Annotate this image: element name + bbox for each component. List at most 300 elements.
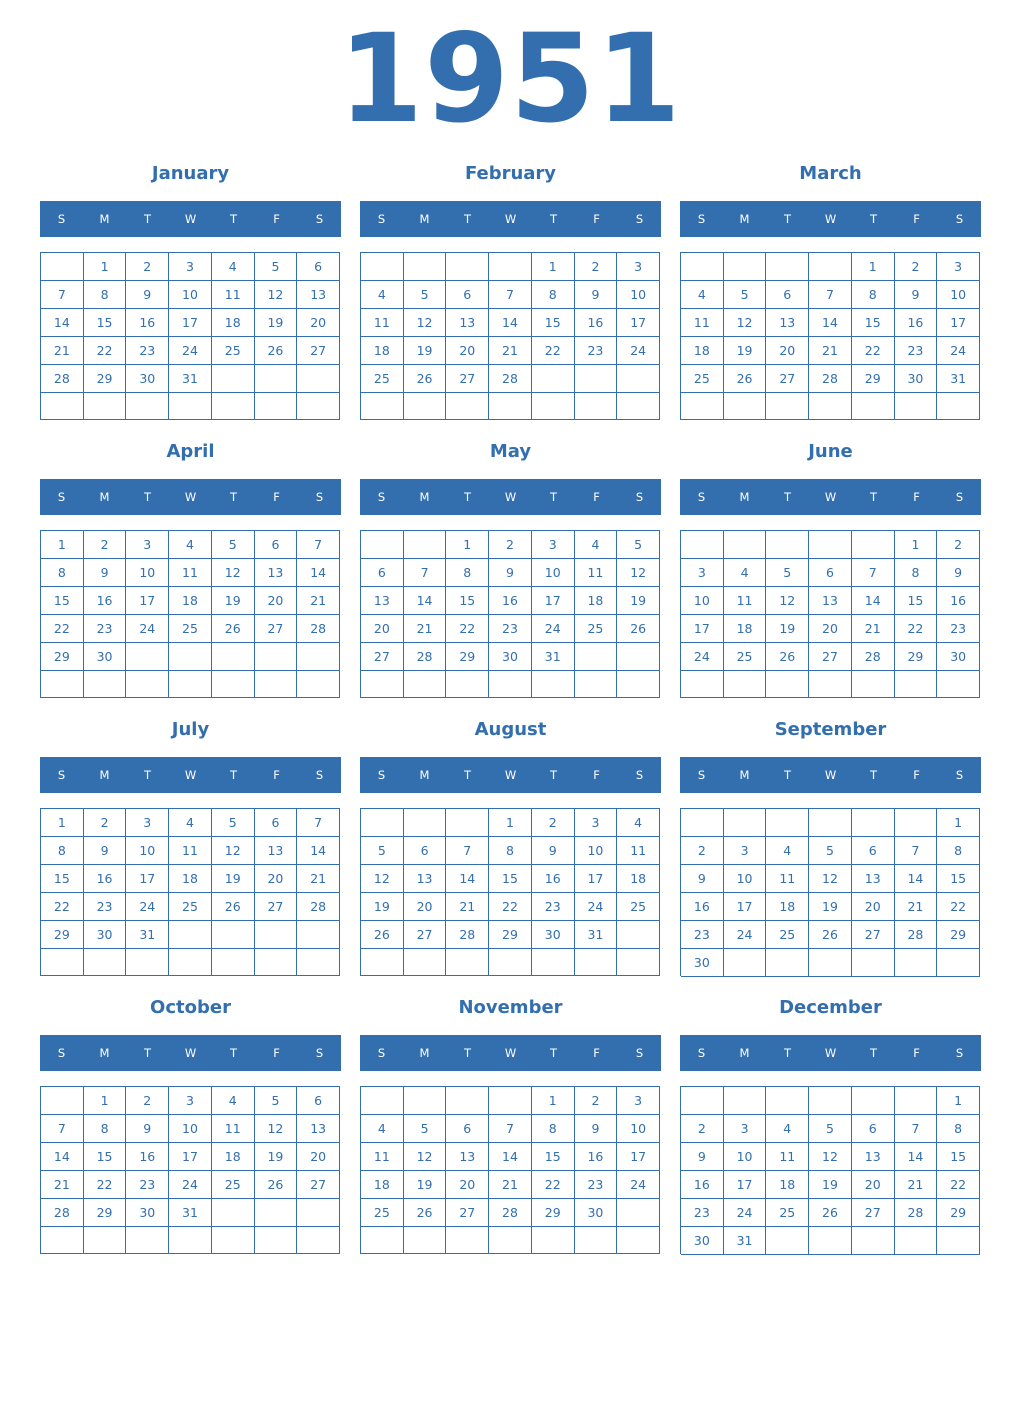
weekday-label: T (463, 1046, 472, 1060)
day-cell: 3 (617, 1087, 660, 1115)
day-cell: 12 (617, 559, 660, 587)
day-cell: 2 (895, 253, 938, 281)
empty-day-cell (126, 643, 169, 671)
day-cell: 31 (126, 921, 169, 949)
day-cell: 11 (212, 1115, 255, 1143)
day-cell: 27 (766, 365, 809, 393)
day-cell: 10 (681, 587, 724, 615)
day-cell: 21 (809, 337, 852, 365)
day-cell: 20 (255, 587, 298, 615)
day-cell: 29 (489, 921, 532, 949)
weekday-label: S (635, 212, 644, 226)
empty-day-cell (361, 253, 404, 281)
weekday-label: M (739, 768, 750, 782)
day-cell: 29 (41, 921, 84, 949)
weekday-label: T (783, 490, 792, 504)
day-cell: 9 (532, 837, 575, 865)
weekday-label: F (593, 1046, 600, 1060)
day-cell: 30 (126, 1199, 169, 1227)
day-cell: 14 (809, 309, 852, 337)
empty-day-cell (532, 365, 575, 393)
day-cell: 24 (617, 337, 660, 365)
weekday-label: S (697, 768, 706, 782)
day-cell: 29 (937, 1199, 980, 1227)
weekday-label: W (184, 212, 197, 226)
day-cell: 6 (297, 1087, 340, 1115)
weekday-label: F (593, 768, 600, 782)
weekday-label: F (913, 212, 920, 226)
day-cell: 5 (361, 837, 404, 865)
weekday-label: T (549, 490, 558, 504)
day-cell: 8 (41, 837, 84, 865)
empty-day-cell (446, 671, 489, 698)
day-cell: 18 (212, 1143, 255, 1171)
day-cell: 3 (937, 253, 980, 281)
weekday-label: M (739, 490, 750, 504)
day-cell: 17 (575, 865, 618, 893)
day-cell: 14 (404, 587, 447, 615)
empty-day-cell (809, 1087, 852, 1115)
weekday-label: M (419, 768, 430, 782)
weekday-label: T (783, 212, 792, 226)
weekday-label: S (315, 768, 324, 782)
weekday-label: T (869, 212, 878, 226)
day-cell: 25 (212, 337, 255, 365)
day-grid (360, 530, 660, 698)
empty-day-cell (766, 253, 809, 281)
day-cell: 27 (446, 365, 489, 393)
day-cell: 28 (895, 1199, 938, 1227)
day-cell: 15 (937, 1143, 980, 1171)
day-cell: 1 (532, 1087, 575, 1115)
day-cell: 28 (809, 365, 852, 393)
day-cell: 10 (126, 837, 169, 865)
empty-day-cell (297, 365, 340, 393)
day-cell: 11 (766, 865, 809, 893)
day-cell: 2 (681, 1115, 724, 1143)
day-cell: 20 (809, 615, 852, 643)
day-cell: 4 (212, 1087, 255, 1115)
empty-day-cell (852, 531, 895, 559)
day-cell: 18 (575, 587, 618, 615)
day-cell: 9 (126, 281, 169, 309)
day-cell: 16 (84, 865, 127, 893)
day-cell: 8 (41, 559, 84, 587)
day-cell: 4 (361, 1115, 404, 1143)
empty-day-cell (84, 393, 127, 420)
day-cell: 2 (489, 531, 532, 559)
day-cell: 7 (852, 559, 895, 587)
day-cell: 5 (255, 1087, 298, 1115)
day-cell: 3 (126, 531, 169, 559)
day-cell: 19 (255, 1143, 298, 1171)
month-name: November (458, 997, 563, 1018)
weekday-label: W (824, 212, 837, 226)
day-cell: 9 (126, 1115, 169, 1143)
day-cell: 23 (532, 893, 575, 921)
day-cell: 12 (724, 309, 767, 337)
weekday-label: S (635, 768, 644, 782)
day-cell: 14 (41, 309, 84, 337)
empty-day-cell (212, 1227, 255, 1254)
empty-day-cell (724, 393, 767, 420)
weekday-label: T (463, 768, 472, 782)
day-cell: 15 (446, 587, 489, 615)
day-cell: 3 (724, 837, 767, 865)
day-cell: 1 (937, 1087, 980, 1115)
day-cell: 17 (617, 309, 660, 337)
empty-day-cell (937, 393, 980, 420)
day-cell: 24 (169, 1171, 212, 1199)
empty-day-cell (489, 1087, 532, 1115)
empty-day-cell (809, 949, 852, 977)
day-grid (40, 530, 340, 698)
day-cell: 6 (809, 559, 852, 587)
day-cell: 5 (809, 837, 852, 865)
day-cell: 24 (532, 615, 575, 643)
weekday-label: W (504, 490, 517, 504)
weekday-label: M (99, 1046, 110, 1060)
empty-day-cell (489, 253, 532, 281)
empty-day-cell (212, 393, 255, 420)
day-cell: 15 (41, 865, 84, 893)
empty-day-cell (617, 949, 660, 976)
day-cell: 2 (681, 837, 724, 865)
day-cell: 22 (489, 893, 532, 921)
day-cell: 23 (126, 1171, 169, 1199)
day-cell: 20 (361, 615, 404, 643)
weekday-label: T (549, 768, 558, 782)
weekday-header (680, 479, 981, 515)
empty-day-cell (766, 531, 809, 559)
empty-day-cell (895, 949, 938, 977)
day-grid (40, 252, 340, 420)
day-cell: 26 (255, 337, 298, 365)
weekday-header (360, 1035, 661, 1071)
day-cell: 7 (446, 837, 489, 865)
day-cell: 9 (84, 837, 127, 865)
day-cell: 21 (895, 1171, 938, 1199)
day-cell: 30 (84, 921, 127, 949)
day-cell: 6 (852, 837, 895, 865)
day-cell: 4 (617, 809, 660, 837)
weekday-label: F (913, 490, 920, 504)
day-cell: 17 (681, 615, 724, 643)
day-cell: 21 (41, 337, 84, 365)
weekday-label: T (229, 490, 238, 504)
empty-day-cell (361, 393, 404, 420)
day-cell: 10 (724, 1143, 767, 1171)
day-cell: 22 (532, 337, 575, 365)
day-cell: 15 (895, 587, 938, 615)
empty-day-cell (575, 671, 618, 698)
day-cell: 26 (404, 365, 447, 393)
weekday-label: W (504, 1046, 517, 1060)
day-cell: 6 (852, 1115, 895, 1143)
day-cell: 11 (724, 587, 767, 615)
day-cell: 22 (41, 615, 84, 643)
empty-day-cell (681, 671, 724, 698)
day-cell: 20 (766, 337, 809, 365)
day-cell: 10 (532, 559, 575, 587)
weekday-label: W (184, 768, 197, 782)
weekday-label: T (869, 1046, 878, 1060)
empty-day-cell (446, 809, 489, 837)
day-cell: 11 (361, 309, 404, 337)
day-cell: 21 (489, 1171, 532, 1199)
day-cell: 18 (212, 309, 255, 337)
day-cell: 13 (766, 309, 809, 337)
empty-day-cell (895, 393, 938, 420)
day-cell: 30 (895, 365, 938, 393)
empty-day-cell (724, 671, 767, 698)
day-cell: 27 (255, 615, 298, 643)
day-cell: 23 (937, 615, 980, 643)
day-cell: 13 (255, 559, 298, 587)
day-cell: 15 (937, 865, 980, 893)
empty-day-cell (532, 1227, 575, 1254)
day-cell: 8 (84, 1115, 127, 1143)
day-cell: 14 (895, 1143, 938, 1171)
day-cell: 23 (681, 1199, 724, 1227)
day-cell: 21 (297, 587, 340, 615)
day-cell: 7 (489, 1115, 532, 1143)
weekday-label: T (869, 768, 878, 782)
day-cell: 28 (41, 365, 84, 393)
empty-day-cell (212, 671, 255, 698)
day-cell: 10 (617, 281, 660, 309)
empty-day-cell (361, 1227, 404, 1254)
day-cell: 12 (766, 587, 809, 615)
day-cell: 31 (169, 365, 212, 393)
day-cell: 10 (617, 1115, 660, 1143)
day-cell: 2 (84, 809, 127, 837)
empty-day-cell (446, 393, 489, 420)
day-cell: 7 (297, 809, 340, 837)
day-cell: 20 (255, 865, 298, 893)
day-cell: 21 (404, 615, 447, 643)
day-cell: 5 (212, 531, 255, 559)
empty-day-cell (361, 671, 404, 698)
empty-day-cell (404, 253, 447, 281)
month-name: October (150, 997, 231, 1018)
day-cell: 26 (724, 365, 767, 393)
day-cell: 15 (489, 865, 532, 893)
day-cell: 10 (126, 559, 169, 587)
weekday-label: T (143, 212, 152, 226)
day-cell: 13 (361, 587, 404, 615)
empty-day-cell (297, 1227, 340, 1254)
weekday-label: M (99, 490, 110, 504)
weekday-label: S (57, 490, 66, 504)
weekday-label: W (184, 1046, 197, 1060)
empty-day-cell (937, 1227, 980, 1255)
weekday-label: T (143, 1046, 152, 1060)
day-cell: 1 (895, 531, 938, 559)
day-cell: 5 (404, 281, 447, 309)
day-cell: 4 (361, 281, 404, 309)
day-cell: 30 (681, 1227, 724, 1255)
day-cell: 7 (404, 559, 447, 587)
day-cell: 7 (297, 531, 340, 559)
day-cell: 19 (361, 893, 404, 921)
empty-day-cell (766, 671, 809, 698)
day-cell: 2 (532, 809, 575, 837)
empty-day-cell (404, 809, 447, 837)
day-cell: 13 (809, 587, 852, 615)
weekday-header (680, 1035, 981, 1071)
day-cell: 24 (724, 1199, 767, 1227)
empty-day-cell (852, 393, 895, 420)
day-cell: 27 (852, 921, 895, 949)
day-cell: 18 (169, 865, 212, 893)
empty-day-cell (404, 393, 447, 420)
day-cell: 15 (84, 1143, 127, 1171)
day-cell: 22 (84, 337, 127, 365)
empty-day-cell (681, 531, 724, 559)
day-cell: 7 (489, 281, 532, 309)
day-cell: 19 (724, 337, 767, 365)
day-cell: 14 (297, 837, 340, 865)
day-cell: 16 (895, 309, 938, 337)
day-cell: 6 (446, 281, 489, 309)
day-cell: 7 (41, 1115, 84, 1143)
day-cell: 9 (681, 1143, 724, 1171)
empty-day-cell (169, 1227, 212, 1254)
weekday-label: S (955, 768, 964, 782)
empty-day-cell (255, 365, 298, 393)
day-cell: 7 (895, 1115, 938, 1143)
day-cell: 1 (489, 809, 532, 837)
day-cell: 4 (766, 837, 809, 865)
day-cell: 12 (404, 309, 447, 337)
weekday-label: W (184, 490, 197, 504)
month-name: April (166, 441, 215, 462)
day-grid (360, 808, 660, 976)
empty-day-cell (766, 393, 809, 420)
day-cell: 8 (489, 837, 532, 865)
weekday-label: T (549, 212, 558, 226)
weekday-label: S (377, 212, 386, 226)
empty-day-cell (169, 643, 212, 671)
empty-day-cell (41, 1087, 84, 1115)
day-cell: 28 (297, 615, 340, 643)
empty-day-cell (766, 949, 809, 977)
empty-day-cell (169, 671, 212, 698)
day-cell: 16 (681, 893, 724, 921)
day-cell: 3 (532, 531, 575, 559)
empty-day-cell (617, 1199, 660, 1227)
day-cell: 29 (895, 643, 938, 671)
day-cell: 6 (361, 559, 404, 587)
day-cell: 27 (255, 893, 298, 921)
empty-day-cell (681, 253, 724, 281)
day-cell: 4 (212, 253, 255, 281)
empty-day-cell (126, 393, 169, 420)
day-cell: 23 (575, 337, 618, 365)
empty-day-cell (617, 365, 660, 393)
day-cell: 11 (212, 281, 255, 309)
day-cell: 31 (724, 1227, 767, 1255)
empty-day-cell (681, 393, 724, 420)
day-cell: 21 (852, 615, 895, 643)
weekday-label: S (315, 212, 324, 226)
day-grid (360, 1086, 660, 1254)
empty-day-cell (532, 671, 575, 698)
day-cell: 30 (84, 643, 127, 671)
day-cell: 23 (895, 337, 938, 365)
weekday-header (40, 479, 341, 515)
day-cell: 29 (84, 365, 127, 393)
day-cell: 19 (617, 587, 660, 615)
day-cell: 15 (41, 587, 84, 615)
weekday-label: T (143, 490, 152, 504)
day-cell: 20 (446, 337, 489, 365)
day-cell: 7 (41, 281, 84, 309)
day-cell: 16 (575, 309, 618, 337)
day-cell: 28 (446, 921, 489, 949)
weekday-label: S (377, 768, 386, 782)
weekday-label: W (504, 212, 517, 226)
year-title: 1951 (338, 8, 682, 150)
empty-day-cell (809, 393, 852, 420)
day-cell: 5 (724, 281, 767, 309)
day-cell: 19 (809, 893, 852, 921)
day-cell: 16 (681, 1171, 724, 1199)
day-cell: 22 (532, 1171, 575, 1199)
day-cell: 4 (766, 1115, 809, 1143)
weekday-label: S (697, 1046, 706, 1060)
day-cell: 9 (489, 559, 532, 587)
weekday-label: T (229, 768, 238, 782)
day-cell: 23 (681, 921, 724, 949)
day-cell: 8 (895, 559, 938, 587)
empty-day-cell (361, 809, 404, 837)
day-cell: 27 (446, 1199, 489, 1227)
day-cell: 21 (446, 893, 489, 921)
weekday-header (40, 757, 341, 793)
empty-day-cell (255, 643, 298, 671)
day-cell: 21 (297, 865, 340, 893)
day-cell: 25 (681, 365, 724, 393)
weekday-label: S (697, 212, 706, 226)
day-cell: 3 (617, 253, 660, 281)
empty-day-cell (126, 949, 169, 976)
empty-day-cell (809, 671, 852, 698)
day-cell: 17 (126, 865, 169, 893)
day-cell: 29 (446, 643, 489, 671)
day-cell: 24 (617, 1171, 660, 1199)
day-cell: 26 (766, 643, 809, 671)
empty-day-cell (937, 671, 980, 698)
day-cell: 4 (169, 809, 212, 837)
day-cell: 5 (766, 559, 809, 587)
day-cell: 10 (937, 281, 980, 309)
day-cell: 9 (895, 281, 938, 309)
empty-day-cell (575, 393, 618, 420)
empty-day-cell (41, 253, 84, 281)
weekday-label: W (504, 768, 517, 782)
empty-day-cell (766, 1227, 809, 1255)
day-cell: 12 (809, 865, 852, 893)
day-cell: 3 (724, 1115, 767, 1143)
day-cell: 12 (212, 837, 255, 865)
day-cell: 8 (446, 559, 489, 587)
empty-day-cell (809, 253, 852, 281)
empty-day-cell (126, 671, 169, 698)
empty-day-cell (575, 643, 618, 671)
day-cell: 20 (297, 309, 340, 337)
